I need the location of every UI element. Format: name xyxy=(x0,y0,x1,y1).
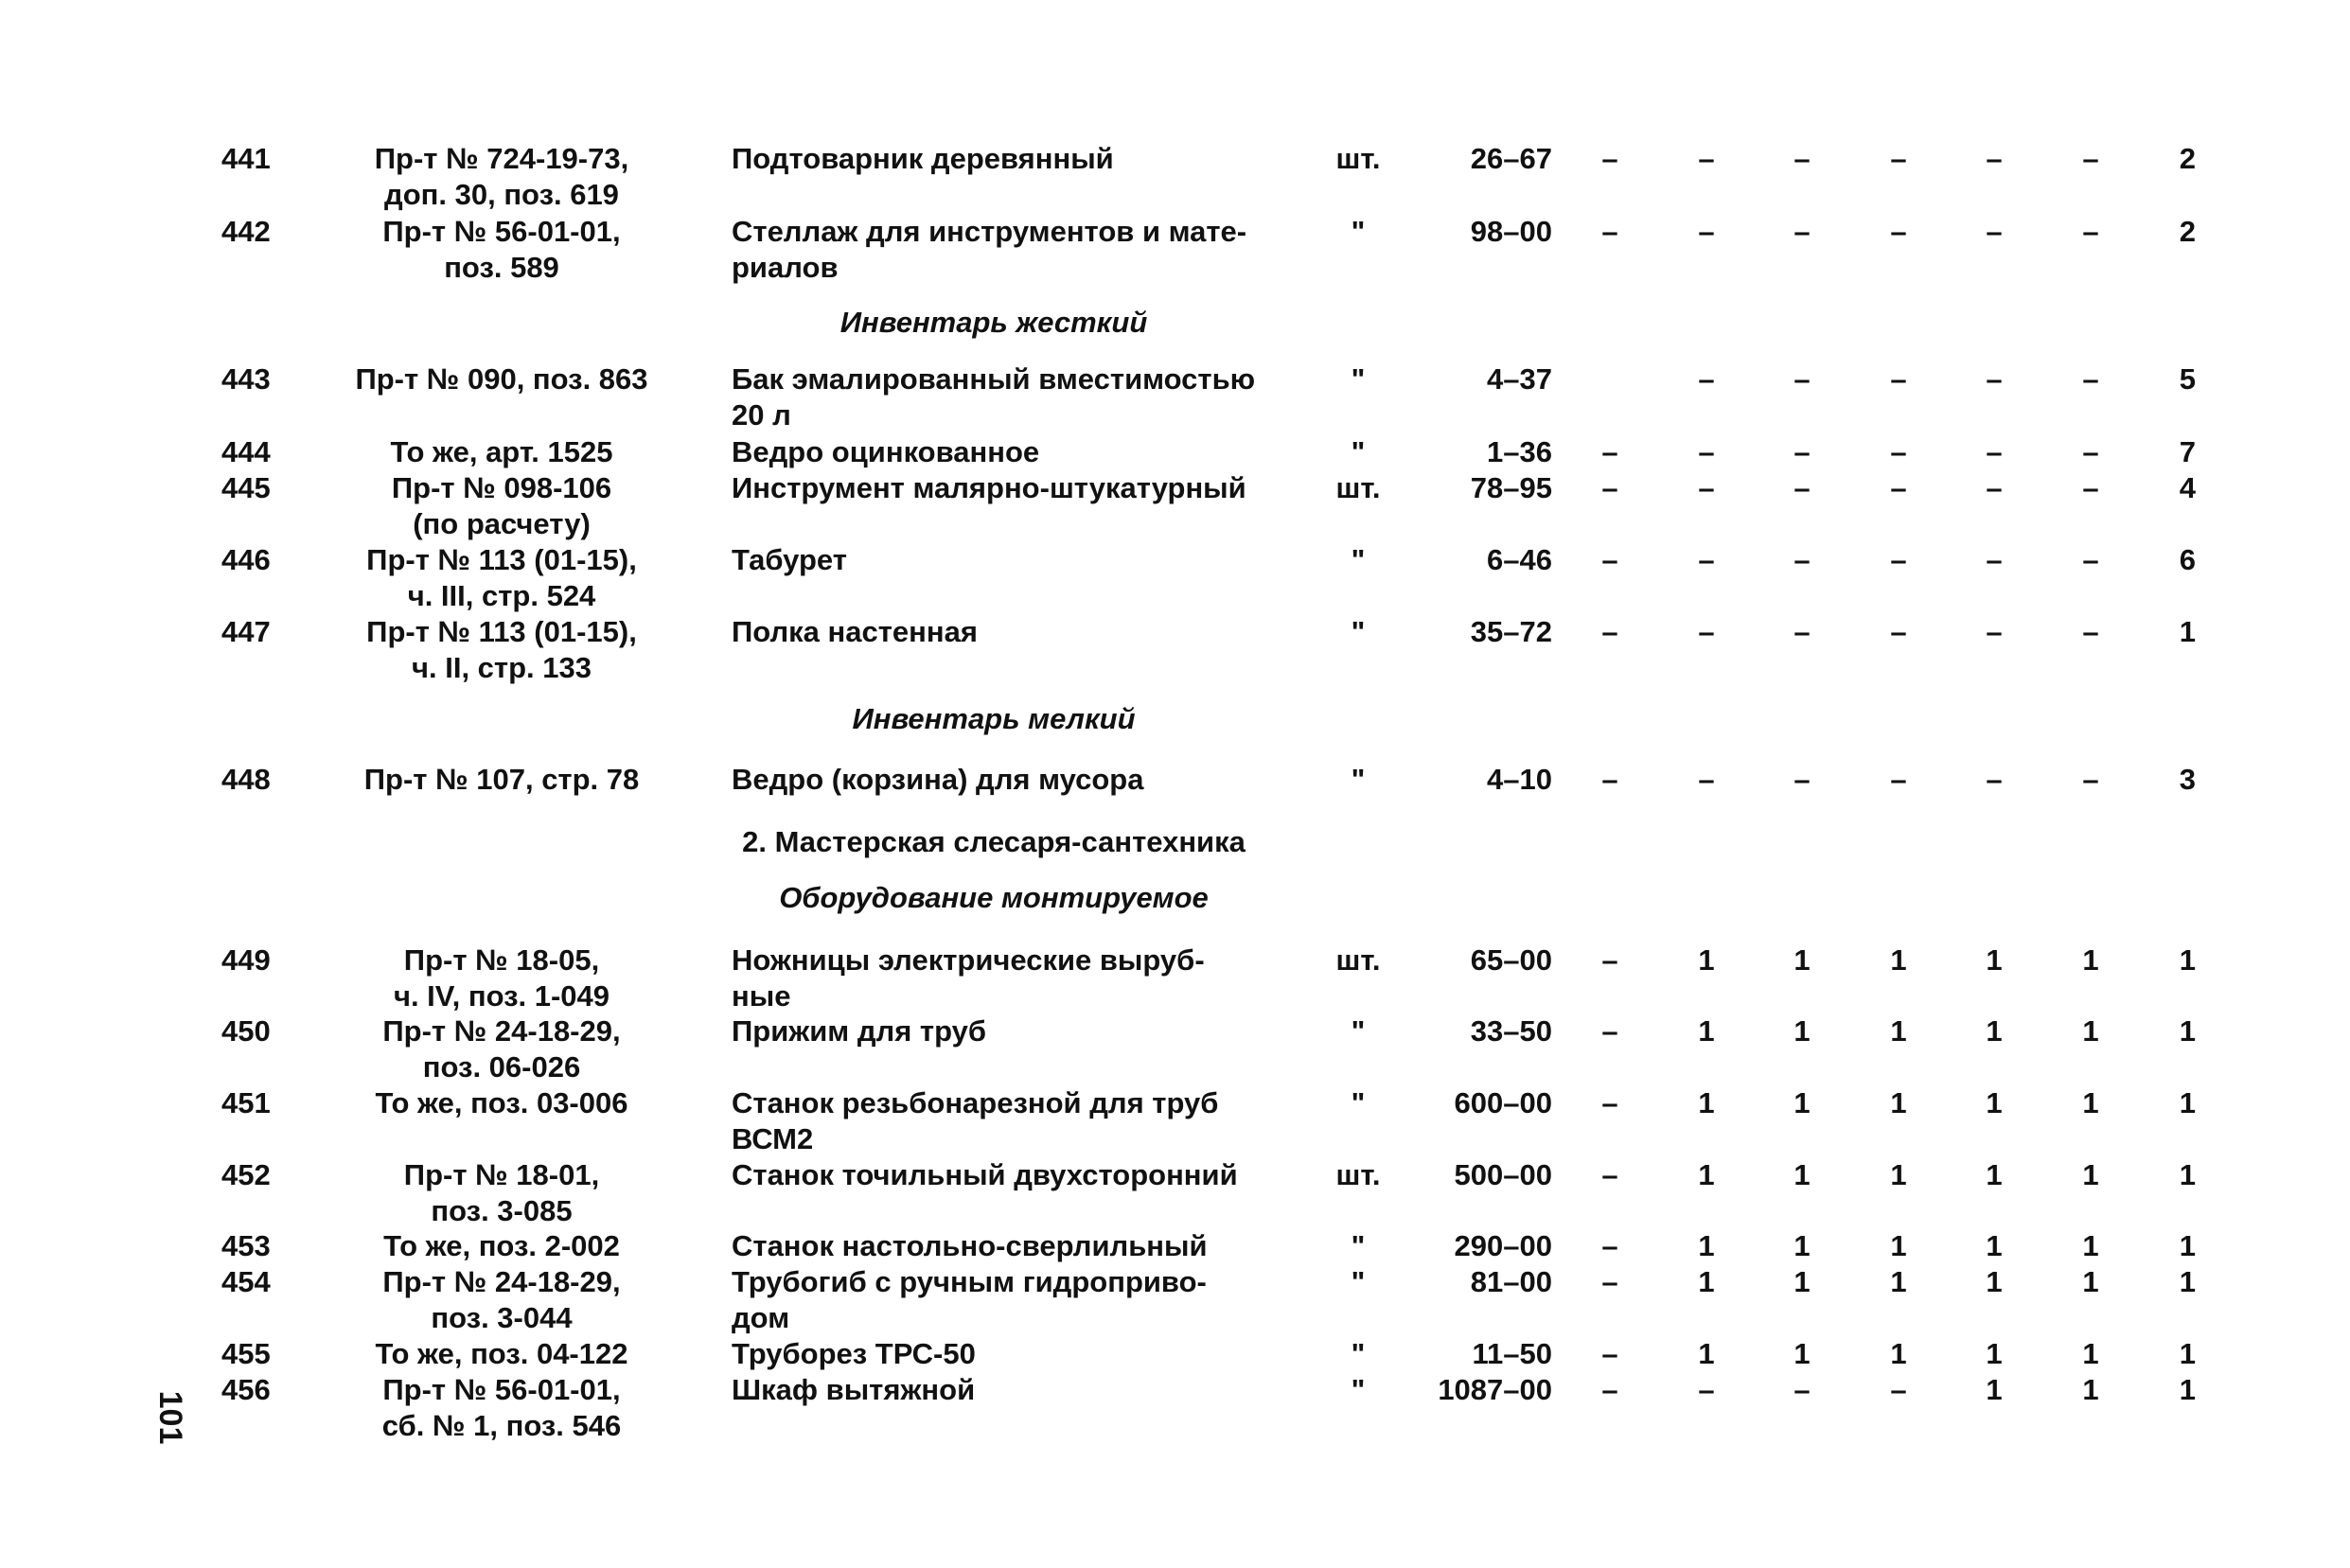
quantity-cell: 1 xyxy=(1986,1014,2003,1048)
item-number: 455 xyxy=(221,1337,271,1370)
quantity-cell: – xyxy=(2082,615,2099,648)
price: 81–00 xyxy=(1470,1265,1552,1298)
quantity-cell: – xyxy=(2082,142,2099,175)
section-heading: Оборудование монтируемое xyxy=(779,881,1209,914)
item-name: Труборез ТРС-50 xyxy=(732,1337,976,1370)
unit: шт. xyxy=(1335,943,1381,977)
item-number: 444 xyxy=(221,435,271,468)
quantity-cell: – xyxy=(1601,1229,1618,1262)
unit: шт. xyxy=(1335,471,1381,504)
item-number: 447 xyxy=(221,615,271,648)
item-name: Прижим для труб xyxy=(732,1014,987,1048)
source-reference: Пр-т № 113 (01-15), ч. II, стр. 133 xyxy=(366,615,637,684)
quantity-cell: – xyxy=(1601,1158,1618,1191)
quantity-cell: 1 xyxy=(2082,1158,2099,1191)
quantity-cell: 2 xyxy=(2179,215,2196,248)
quantity-cell: – xyxy=(1601,1265,1618,1298)
page-number: 101 xyxy=(152,1390,188,1445)
quantity-cell: 1 xyxy=(1890,1158,1907,1191)
price: 4–10 xyxy=(1487,763,1552,796)
quantity-cell: – xyxy=(1601,763,1618,796)
unit: " xyxy=(1351,362,1366,396)
quantity-cell: 4 xyxy=(2179,471,2196,504)
unit: " xyxy=(1351,615,1366,648)
quantity-cell: – xyxy=(1793,142,1811,175)
price: 1–36 xyxy=(1487,435,1552,468)
price: 11–50 xyxy=(1472,1337,1552,1370)
item-name: Шкаф вытяжной xyxy=(732,1373,976,1406)
price: 290–00 xyxy=(1454,1229,1552,1262)
unit: " xyxy=(1351,1373,1366,1406)
unit: " xyxy=(1351,435,1366,468)
item-name: Полка настенная xyxy=(732,615,978,648)
quantity-cell: 1 xyxy=(1698,1229,1715,1262)
quantity-cell: 1 xyxy=(2179,1086,2196,1119)
quantity-cell: – xyxy=(1890,543,1907,576)
quantity-cell: 1 xyxy=(2179,615,2196,648)
quantity-cell: 1 xyxy=(1793,1086,1811,1119)
source-reference: Пр-т № 24-18-29, поз. 06-026 xyxy=(382,1014,621,1084)
quantity-cell: – xyxy=(2082,543,2099,576)
item-name: Станок резьбонарезной для труб ВСМ2 xyxy=(732,1086,1219,1155)
quantity-cell: – xyxy=(1986,435,2003,468)
quantity-cell: 1 xyxy=(2082,1337,2099,1370)
quantity-cell: – xyxy=(2082,763,2099,796)
quantity-cell: 1 xyxy=(2179,1337,2196,1370)
quantity-cell: – xyxy=(1601,1086,1618,1119)
quantity-cell: – xyxy=(1890,142,1907,175)
unit: " xyxy=(1351,1265,1366,1298)
quantity-cell: – xyxy=(1601,435,1618,468)
section-heading: Инвентарь жесткий xyxy=(839,306,1148,339)
quantity-cell: 1 xyxy=(1793,1158,1811,1191)
quantity-cell: 1 xyxy=(1793,1014,1811,1048)
unit: шт. xyxy=(1335,142,1381,175)
source-reference: То же, арт. 1525 xyxy=(390,435,613,468)
quantity-cell: – xyxy=(1601,543,1618,576)
quantity-cell: 1 xyxy=(1986,1337,2003,1370)
source-reference: Пр-т № 18-01, поз. 3-085 xyxy=(403,1158,600,1227)
quantity-cell: 1 xyxy=(1890,1337,1907,1370)
item-name: Инструмент малярно-штукатурный xyxy=(732,471,1246,504)
quantity-cell: 1 xyxy=(1698,1086,1715,1119)
quantity-cell: 1 xyxy=(1698,943,1715,977)
price: 600–00 xyxy=(1454,1086,1552,1119)
source-reference: Пр-т № 090, поз. 863 xyxy=(355,362,648,396)
price: 26–67 xyxy=(1470,142,1552,175)
quantity-cell: 1 xyxy=(1793,1337,1811,1370)
price: 1087–00 xyxy=(1438,1373,1552,1406)
item-number: 453 xyxy=(221,1229,271,1262)
price: 4–37 xyxy=(1487,362,1552,396)
source-reference: Пр-т № 18-05, ч. IV, поз. 1-049 xyxy=(393,943,610,1013)
source-reference: То же, поз. 2-002 xyxy=(383,1229,620,1262)
unit: " xyxy=(1351,1229,1366,1262)
quantity-cell: 2 xyxy=(2179,142,2196,175)
quantity-cell: 1 xyxy=(2179,1158,2196,1191)
quantity-cell: – xyxy=(1698,763,1715,796)
quantity-cell: 1 xyxy=(2179,1373,2196,1406)
quantity-cell: – xyxy=(1698,471,1715,504)
quantity-cell: 1 xyxy=(2082,1265,2099,1298)
quantity-cell: 7 xyxy=(2179,435,2196,468)
item-name: Станок настольно-сверлильный xyxy=(732,1229,1208,1262)
quantity-cell: 6 xyxy=(2179,543,2196,576)
item-number: 451 xyxy=(221,1086,271,1119)
source-reference: То же, поз. 03-006 xyxy=(375,1086,628,1119)
quantity-cell: – xyxy=(1698,435,1715,468)
source-reference: Пр-т № 107, стр. 78 xyxy=(363,763,640,796)
item-number: 446 xyxy=(221,543,271,576)
price: 35–72 xyxy=(1470,615,1552,648)
item-name: Ведро (корзина) для мусора xyxy=(732,763,1144,796)
quantity-cell: – xyxy=(1601,142,1618,175)
source-reference: Пр-т № 56-01-01, сб. № 1, поз. 546 xyxy=(381,1373,622,1442)
unit: " xyxy=(1351,1337,1366,1370)
quantity-cell: – xyxy=(1698,142,1715,175)
quantity-cell: – xyxy=(1986,142,2003,175)
quantity-cell: – xyxy=(1890,215,1907,248)
item-number: 450 xyxy=(221,1014,271,1048)
quantity-cell: 1 xyxy=(1698,1337,1715,1370)
quantity-cell: – xyxy=(2082,435,2099,468)
source-reference: То же, поз. 04-122 xyxy=(375,1337,628,1370)
quantity-cell: – xyxy=(1986,362,2003,396)
quantity-cell: – xyxy=(2082,362,2099,396)
quantity-cell: – xyxy=(1986,215,2003,248)
quantity-cell: 1 xyxy=(2179,1014,2196,1048)
source-reference: Пр-т № 56-01-01, поз. 589 xyxy=(382,215,621,284)
price: 78–95 xyxy=(1470,471,1552,504)
item-name: Станок точильный двухсторонний xyxy=(732,1158,1238,1191)
item-number: 452 xyxy=(221,1158,271,1191)
quantity-cell: – xyxy=(1793,471,1811,504)
unit: шт. xyxy=(1335,1158,1381,1191)
item-number: 441 xyxy=(221,142,271,175)
quantity-cell: 1 xyxy=(1793,1265,1811,1298)
quantity-cell: 1 xyxy=(1986,1158,2003,1191)
quantity-cell: – xyxy=(1890,435,1907,468)
quantity-cell: 1 xyxy=(1986,1265,2003,1298)
quantity-cell: – xyxy=(1793,362,1811,396)
quantity-cell: – xyxy=(1890,1373,1907,1406)
source-reference: Пр-т № 24-18-29, поз. 3-044 xyxy=(382,1265,621,1334)
quantity-cell: – xyxy=(1601,1373,1618,1406)
quantity-cell: – xyxy=(1890,763,1907,796)
quantity-cell: 1 xyxy=(1890,1014,1907,1048)
quantity-cell: – xyxy=(1986,543,2003,576)
price: 6–46 xyxy=(1487,543,1552,576)
quantity-cell: 1 xyxy=(1986,943,2003,977)
quantity-cell: – xyxy=(1601,943,1618,977)
quantity-cell: – xyxy=(1601,615,1618,648)
item-name: Табурет xyxy=(732,543,847,576)
quantity-cell: – xyxy=(1601,215,1618,248)
item-name: Трубогиб с ручным гидроприво- дом xyxy=(732,1265,1207,1334)
quantity-cell: 1 xyxy=(2082,1229,2099,1262)
quantity-cell: 1 xyxy=(1890,1265,1907,1298)
item-number: 442 xyxy=(221,215,271,248)
quantity-cell: – xyxy=(1890,615,1907,648)
section-heading: Инвентарь мелкий xyxy=(852,702,1136,735)
quantity-cell: 3 xyxy=(2179,763,2196,796)
quantity-cell: – xyxy=(1793,763,1811,796)
quantity-cell: – xyxy=(1793,543,1811,576)
quantity-cell: – xyxy=(1601,471,1618,504)
quantity-cell: – xyxy=(1698,615,1715,648)
quantity-cell: – xyxy=(2082,215,2099,248)
quantity-cell: 1 xyxy=(2082,1373,2099,1406)
quantity-cell: – xyxy=(1793,615,1811,648)
item-name: Бак эмалированный вместимостью 20 л xyxy=(732,362,1256,432)
item-number: 445 xyxy=(221,471,271,504)
item-name: Подтоварник деревянный xyxy=(732,142,1114,175)
quantity-cell: 1 xyxy=(1793,1229,1811,1262)
item-number: 443 xyxy=(221,362,271,396)
quantity-cell: 1 xyxy=(1986,1229,2003,1262)
source-reference: Пр-т № 098-106 (по расчету) xyxy=(391,471,612,540)
unit: " xyxy=(1351,543,1366,576)
quantity-cell: 1 xyxy=(1890,943,1907,977)
section-heading: 2. Мастерская слесаря-сантехника xyxy=(742,825,1246,858)
item-name: Ведро оцинкованное xyxy=(732,435,1040,468)
quantity-cell: – xyxy=(1793,1373,1811,1406)
quantity-cell: – xyxy=(1698,1373,1715,1406)
price: 98–00 xyxy=(1470,215,1552,248)
quantity-cell: – xyxy=(1793,215,1811,248)
quantity-cell: – xyxy=(1698,215,1715,248)
unit: " xyxy=(1351,1014,1366,1048)
quantity-cell: – xyxy=(1986,615,2003,648)
quantity-cell: 1 xyxy=(1698,1265,1715,1298)
quantity-cell: 1 xyxy=(1698,1158,1715,1191)
item-number: 454 xyxy=(221,1265,271,1298)
quantity-cell: 1 xyxy=(1793,943,1811,977)
source-reference: Пр-т № 724-19-73, доп. 30, поз. 619 xyxy=(374,142,629,211)
quantity-cell: 1 xyxy=(1986,1373,2003,1406)
quantity-cell: – xyxy=(1890,471,1907,504)
quantity-cell: – xyxy=(1986,471,2003,504)
quantity-cell: – xyxy=(1601,1337,1618,1370)
item-number: 449 xyxy=(221,943,271,977)
quantity-cell: – xyxy=(1793,435,1811,468)
unit: " xyxy=(1351,1086,1366,1119)
quantity-cell: – xyxy=(1890,362,1907,396)
item-name: Ножницы электрические выруб- ные xyxy=(732,943,1205,1013)
price: 33–50 xyxy=(1470,1014,1552,1048)
quantity-cell: – xyxy=(1698,543,1715,576)
quantity-cell: 1 xyxy=(1986,1086,2003,1119)
quantity-cell: 1 xyxy=(1698,1014,1715,1048)
quantity-cell: 1 xyxy=(1890,1086,1907,1119)
quantity-cell: – xyxy=(1986,763,2003,796)
quantity-cell: – xyxy=(1698,362,1715,396)
quantity-cell: – xyxy=(1601,1014,1618,1048)
unit: " xyxy=(1351,215,1366,248)
quantity-cell: 1 xyxy=(2179,1229,2196,1262)
quantity-cell: 5 xyxy=(2179,362,2196,396)
quantity-cell: – xyxy=(2082,471,2099,504)
price: 500–00 xyxy=(1454,1158,1552,1191)
item-number: 448 xyxy=(221,763,271,796)
source-reference: Пр-т № 113 (01-15), ч. III, стр. 524 xyxy=(366,543,637,612)
quantity-cell: 1 xyxy=(2082,943,2099,977)
quantity-cell: 1 xyxy=(2082,1014,2099,1048)
quantity-cell: 1 xyxy=(1890,1229,1907,1262)
item-name: Стеллаж для инструментов и мате- риалов xyxy=(732,215,1247,284)
unit: " xyxy=(1351,763,1366,796)
quantity-cell: 1 xyxy=(2179,943,2196,977)
quantity-cell: 1 xyxy=(2082,1086,2099,1119)
price: 65–00 xyxy=(1470,943,1552,977)
quantity-cell: 1 xyxy=(2179,1265,2196,1298)
item-number: 456 xyxy=(221,1373,271,1406)
